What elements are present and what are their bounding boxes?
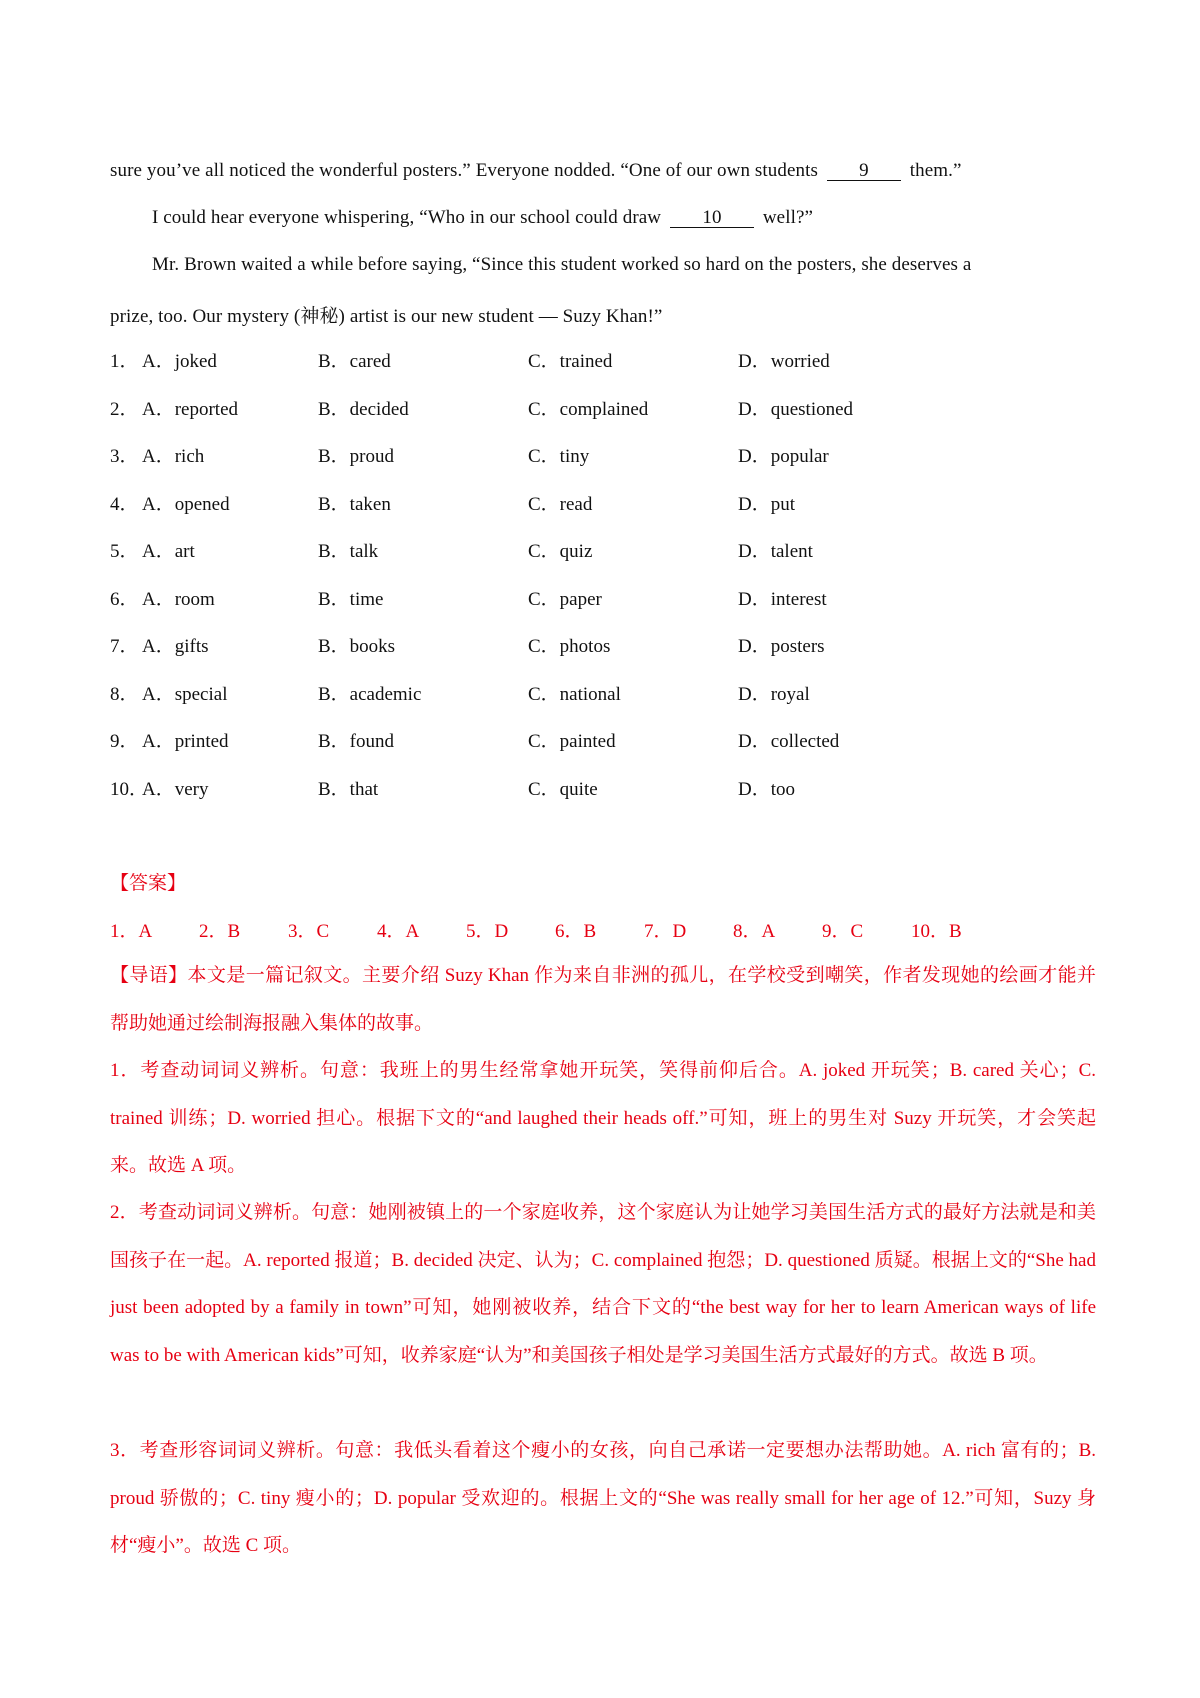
option-row [110, 394, 910, 442]
option-d: D．put [738, 493, 796, 515]
answer-key: 1．A [110, 921, 153, 942]
answer-heading: 【答案】 [110, 872, 187, 894]
option-b: B．decided [318, 398, 409, 420]
explanation-3: 3．考查形容词词义辨析。句意：我低头看着这个瘦小的女孩，向自己承诺一定要想办法帮助她。A. rich 富有的；B. proud 骄傲的；C. tiny 瘦小的；D. popular 受欢迎的。根据上文的“She was really small for her age of 12.”可知，Suzy 身材“瘦小”。故选 C 项。 [110, 1440, 1096, 1556]
option-b: B．that [318, 778, 379, 800]
question-number: 4． [110, 493, 139, 515]
option-row [110, 536, 910, 584]
option-d: D．posters [738, 636, 825, 657]
option-b: B．books [318, 636, 396, 657]
option-b: B．talk [318, 541, 379, 562]
option-d: D．royal [738, 683, 810, 705]
option-a: A．printed [142, 731, 229, 752]
option-b: B．taken [318, 493, 391, 515]
question-number: 8． [110, 683, 139, 705]
option-c: C．quiz [528, 541, 593, 562]
option-a: A．art [142, 541, 195, 562]
question-number: 7． [110, 636, 139, 657]
option-row [110, 774, 910, 822]
option-b: B．academic [318, 683, 422, 705]
passage-text: sure you’ve all noticed the wonderful posters.” Everyone nodded. “One of our own students [110, 160, 819, 181]
option-row [110, 631, 910, 679]
option-a: A．very [142, 778, 209, 800]
answer-key: 8．A [733, 921, 776, 942]
option-a: A．room [142, 588, 215, 610]
blank-10: 10 [670, 209, 754, 228]
option-a: A．reported [142, 398, 239, 420]
question-number: 1． [110, 351, 139, 372]
option-c: C．complained [528, 398, 649, 420]
option-d: D．talent [738, 541, 813, 562]
explanation-2: 2．考查动词词义辨析。句意：她刚被镇上的一个家庭收养，这个家庭认为让她学习美国生活方式的最好方法就是和美国孩子在一起。A. reported 报道；B. decided 决定、认为；C. complained 抱怨；D. questioned 质疑。根据上文的“She had just been adopted by a family in town”可知，她刚被收养，结合下文的“the best way for her to learn American ways of life was to be with American kids”可知，收养家庭“认为”和美国孩子相处是学习美国生活方式最好的方式。故选 B 项。 [110, 1202, 1096, 1366]
option-a: A．joked [142, 351, 217, 372]
option-d: D．worried [738, 351, 830, 372]
option-d: D．interest [738, 588, 827, 610]
option-c: C．tiny [528, 446, 590, 467]
option-c: C．photos [528, 636, 611, 657]
option-d: D．questioned [738, 398, 854, 420]
passage-line-4: prize, too. Our mystery (神秘) artist is our new student — Suzy Khan!” [110, 306, 663, 327]
passage-text: I could hear everyone whispering, “Who in our school could draw [152, 207, 662, 228]
question-number: 5． [110, 541, 139, 562]
option-a: A．rich [142, 446, 205, 467]
answer-key: 3．C [288, 921, 330, 942]
passage-line-2 [152, 207, 813, 229]
option-c: C．national [528, 683, 621, 705]
option-a: A．opened [142, 493, 230, 515]
question-number: 10． [110, 778, 149, 800]
answer-key: 5．D [466, 921, 509, 942]
guide-intro: 【导语】本文是一篇记叙文。主要介绍 Suzy Khan 作为来自非洲的孤儿，在学校受到嘲笑，作者发现她的绘画才能并帮助她通过绘制海报融入集体的故事。 [110, 965, 1096, 1034]
option-c: C．painted [528, 731, 616, 752]
answer-key: 9．C [822, 921, 864, 942]
option-c: C．quite [528, 778, 598, 800]
option-c: C．trained [528, 351, 613, 372]
option-row [110, 679, 910, 727]
answer-key: 2．B [199, 921, 241, 942]
question-number: 2． [110, 398, 139, 420]
answer-key: 4．A [377, 921, 420, 942]
answer-key: 10．B [911, 921, 962, 942]
option-d: D．collected [738, 731, 840, 752]
option-c: C．paper [528, 588, 602, 610]
passage-line-1 [110, 160, 962, 182]
options-list [110, 346, 910, 821]
option-row [110, 726, 910, 774]
option-d: D．too [738, 778, 796, 800]
question-number: 3． [110, 446, 139, 467]
option-c: C．read [528, 493, 593, 515]
option-row [110, 584, 910, 632]
passage-text: them.” [909, 160, 962, 181]
option-b: B．time [318, 588, 384, 610]
answer-key: 6．B [555, 921, 597, 942]
option-b: B．cared [318, 351, 391, 372]
option-a: A．gifts [142, 636, 209, 657]
answer-key: 7．D [644, 921, 687, 942]
explanation-1: 1．考查动词词义辨析。句意：我班上的男生经常拿她开玩笑，笑得前仰后合。A. joked 开玩笑；B. cared 关心；C. trained 训练；D. worried 担心。根据下文的“and laughed their heads off.”可知，班上的男生对 Suzy 开玩笑，才会笑起来。故选 A 项。 [110, 1060, 1096, 1176]
option-b: B．proud [318, 446, 395, 467]
option-row [110, 489, 910, 537]
option-row [110, 346, 910, 394]
question-number: 6． [110, 588, 139, 610]
option-d: D．popular [738, 446, 829, 467]
passage-text: well?” [762, 207, 814, 228]
answer-keys [110, 916, 1000, 943]
question-number: 9． [110, 731, 139, 752]
blank-9: 9 [827, 162, 901, 181]
passage-line-3: Mr. Brown waited a while before saying, “Since this student worked so hard on the posters, she deserves a [152, 254, 972, 275]
option-a: A．special [142, 683, 228, 705]
option-row [110, 441, 910, 489]
option-b: B．found [318, 731, 395, 752]
